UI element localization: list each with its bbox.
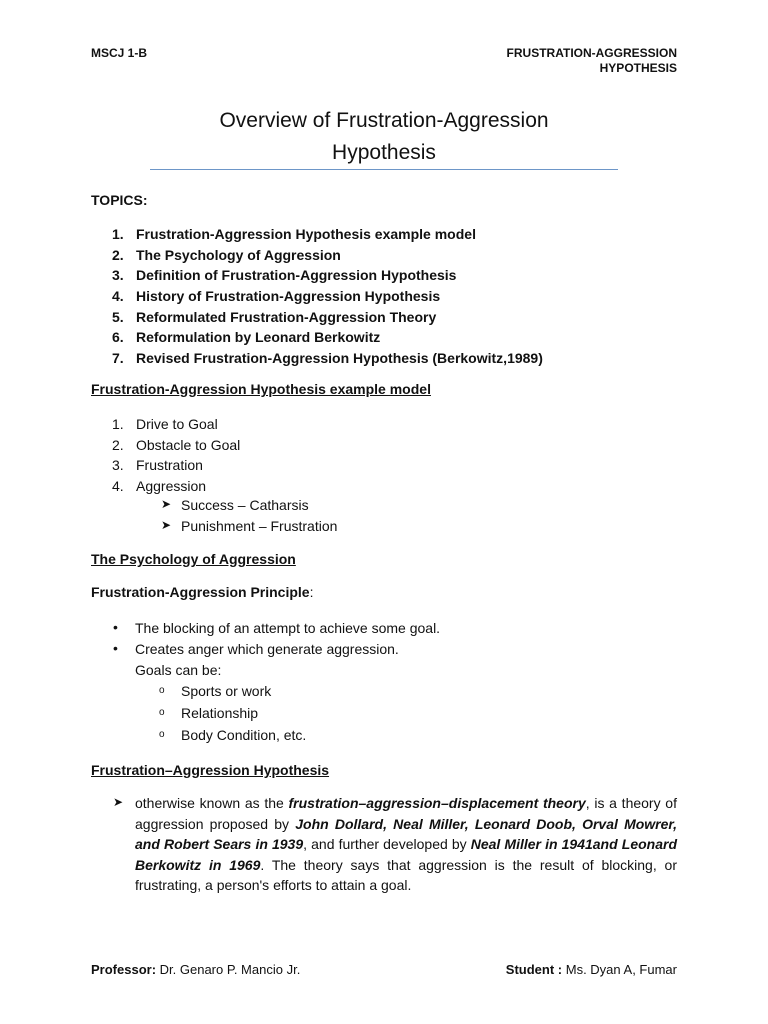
list-text: Obstacle to Goal (136, 436, 241, 453)
list-number: 1. (112, 416, 124, 432)
topic-number: 4. (112, 288, 124, 305)
topic-item (91, 225, 543, 246)
topic-item (91, 287, 543, 308)
topic-text: Reformulated Frustration-Aggression Theory (136, 308, 437, 325)
hypothesis-paragraph (113, 793, 677, 896)
sub-list-text: Success – Catharsis (181, 497, 309, 513)
list-number: 3. (112, 457, 124, 473)
topic-text: Reformulation by Leonard Berkowitz (136, 329, 381, 346)
sub-list-text: Punishment – Frustration (181, 518, 338, 534)
disc-bullet-icon: • (113, 640, 118, 656)
list-item (91, 456, 240, 477)
topic-item (91, 308, 543, 329)
list-text: Frustration (136, 457, 203, 473)
topic-number: 5. (112, 308, 124, 325)
principle-subheading (91, 584, 313, 600)
topic-number: 3. (112, 267, 124, 284)
topic-item (91, 328, 543, 349)
topic-number: 2. (112, 246, 124, 263)
list-item (91, 436, 240, 457)
list-text: Drive to Goal (136, 416, 218, 432)
header-topic (507, 46, 677, 76)
footer-professor (91, 962, 300, 977)
paragraph-text (135, 793, 677, 896)
section-heading-hypothesis: Frustration–Aggression Hypothesis (91, 762, 330, 778)
title-line1: Overview of Frustration-Aggression (219, 109, 549, 132)
paragraph-emphasis: Neal Miller in 1941and Leonard Berkowitz in 1969 (135, 836, 677, 873)
header-topic-line1: FRUSTRATION-AGGRESSION (506, 46, 677, 60)
sub-list-item (161, 497, 309, 513)
student-label: Student : (505, 962, 563, 977)
bullet-item (113, 620, 440, 636)
topic-text: The Psychology of Aggression (136, 246, 341, 263)
bullet-text: The blocking of an attempt to achieve some goal. (135, 620, 441, 636)
topic-text: Definition of Frustration-Aggression Hypothesis (136, 267, 457, 284)
arrowhead-bullet-icon: ➤ (113, 795, 124, 809)
paragraph-emphasis: John Dollard, Neal Miller, Leonard Doob, Orval Mowrer, and Robert Sears in 1939 (135, 815, 677, 852)
paragraph-segment: otherwise known as the (135, 795, 289, 811)
student-name: Ms. Dyan A, Fumar (562, 962, 677, 977)
sub-list-item (161, 518, 337, 534)
goal-text: Body Condition, etc. (181, 727, 307, 743)
topics-list (91, 225, 543, 370)
topic-item (91, 246, 543, 267)
list-text: Aggression (136, 477, 207, 494)
circle-bullet-icon: o (159, 685, 165, 696)
topics-label: TOPICS: (91, 192, 148, 208)
list-item (91, 415, 240, 436)
disc-bullet-icon: • (113, 619, 118, 635)
principle-subheading-text: Frustration-Aggression Principle (91, 584, 310, 600)
circle-bullet-icon: o (159, 707, 165, 718)
topic-text: Frustration-Aggression Hypothesis example model (136, 226, 476, 242)
topic-number: 7. (112, 350, 124, 367)
title-underline-rule (150, 169, 618, 170)
goal-text: Sports or work (181, 683, 272, 699)
topic-number: 1. (112, 226, 124, 242)
goal-item (159, 683, 271, 699)
arrowhead-bullet-icon: ➤ (161, 497, 172, 511)
arrowhead-bullet-icon: ➤ (161, 518, 172, 532)
title-line2: Hypothesis (332, 141, 436, 164)
bullet-item (113, 641, 399, 657)
goal-item (159, 705, 258, 721)
topic-item (91, 266, 543, 287)
topic-text: History of Frustration-Aggression Hypothesis (136, 288, 441, 305)
paragraph-segment: , is a theory of aggression proposed by (135, 795, 677, 832)
list-number: 4. (112, 477, 124, 494)
header-course-code: MSCJ 1-B (91, 46, 148, 60)
paragraph-segment: . The theory says that aggression is the result of blocking, or frustrating, a person's efforts to attain a goal. (135, 856, 677, 893)
goal-text: Relationship (181, 705, 259, 721)
circle-bullet-icon: o (159, 729, 165, 740)
topic-number: 6. (112, 329, 124, 346)
goals-label: Goals can be: (135, 662, 222, 678)
list-number: 2. (112, 436, 124, 453)
topic-item (91, 349, 543, 370)
professor-label: Professor: (91, 962, 157, 977)
list-item (91, 477, 240, 498)
header-topic-line2: HYPOTHESIS (599, 61, 677, 75)
footer-student (506, 962, 677, 977)
paragraph-segment: , and further developed by (303, 836, 471, 852)
goal-item (159, 727, 306, 743)
example-model-list (91, 415, 240, 497)
document-title (0, 105, 768, 169)
topic-text: Revised Frustration-Aggression Hypothesis (Berkowitz,1989) (136, 350, 543, 367)
bullet-text: Creates anger which generate aggression. (135, 641, 399, 657)
professor-name: Dr. Genaro P. Mancio Jr. (156, 962, 301, 977)
paragraph-emphasis: frustration–aggression–displacement theory (288, 795, 586, 811)
section-heading-example-model: Frustration-Aggression Hypothesis example model (91, 381, 431, 397)
section-heading-psychology: The Psychology of Aggression (91, 551, 296, 567)
principle-subheading-colon: : (309, 584, 314, 600)
